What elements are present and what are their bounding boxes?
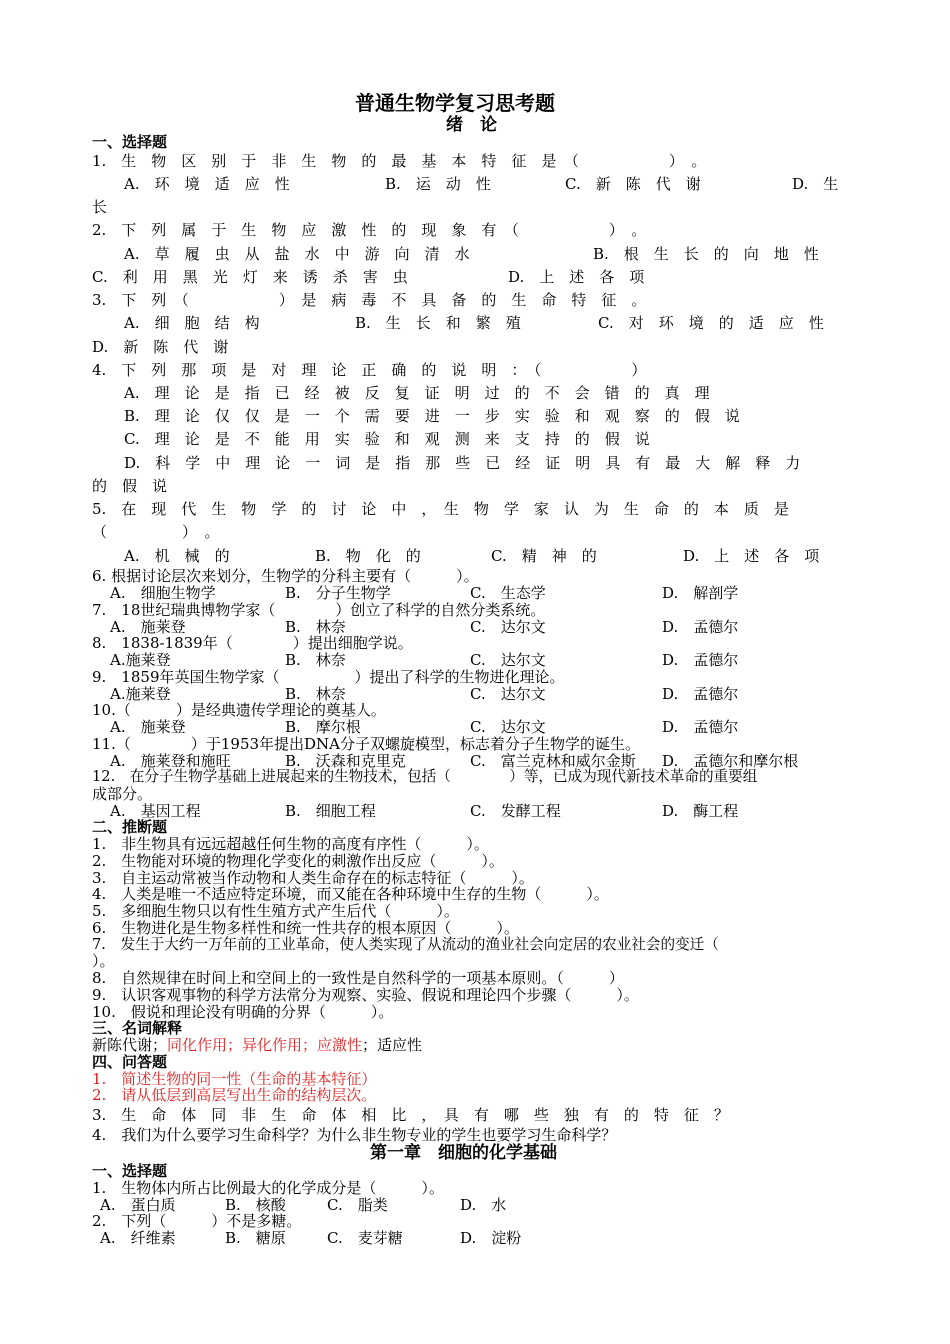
tf-item: 5. 多细胞生物只以有性生殖方式产生后代（ ）。 [92, 902, 459, 920]
mc-q3-option-d: D. 新 陈 代 谢 [92, 338, 229, 356]
tf-item-wrap: ）。 [92, 952, 115, 970]
mc-q12-option-b: B. 细胞工程 [285, 802, 376, 820]
mc-q2-option-d: D. 上 述 各 项 [508, 268, 645, 286]
qa-question-3: 3. 生 命 体 同 非 生 命 体 相 比 ， 具 有 哪 些 独 有 的 特 征 ？ [92, 1106, 729, 1124]
mc-q8-option-d: D. 孟德尔 [662, 651, 739, 669]
qa-question-2: 2. 请从低层到高层写出生命的结构层次。 [92, 1086, 377, 1104]
section-judge-heading: 二、推断题 [92, 818, 168, 836]
ch1-q2-option-d: D. 淀粉 [460, 1229, 522, 1247]
mc-q6-option-b: B. 分子生物学 [285, 584, 391, 602]
term-irritability: 应激性 [317, 1036, 363, 1054]
tf-item: 6. 生物进化是生物多样性和统一性共存的根本原因（ ）。 [92, 919, 519, 937]
mc-q12-option-d: D. 酶工程 [662, 802, 739, 820]
terms-line [92, 1037, 422, 1054]
ch1-question-2: 2. 下列（ ）不是多糖。 [92, 1212, 302, 1230]
mc-q4-option-d: D. 科 学 中 理 论 一 词 是 指 那 些 已 经 证 明 具 有 最 大 解 释 力 [124, 454, 801, 472]
tf-item: 10. 假说和理论没有明确的分界（ ）。 [92, 1003, 394, 1021]
tf-item: 9. 认识客观事物的科学方法常分为观察、实验、假说和理论四个步骤（ ）。 [92, 986, 639, 1004]
mc-q10-option-b: B. 摩尔根 [285, 718, 361, 736]
mc-q1-option-c: C. 新 陈 代 谢 [565, 175, 701, 193]
mc-question-8: 8. 1838-1839年（ ）提出细胞学说。 [92, 634, 413, 652]
mc-q7-option-d: D. 孟德尔 [662, 618, 739, 636]
section-choice-heading: 一、选择题 [92, 133, 168, 151]
ch1-q2-option-b: B. 糖原 [225, 1229, 286, 1247]
mc-q10-option-c: C. 达尔文 [470, 718, 546, 736]
mc-q6-option-a: A. 细胞生物学 [110, 584, 216, 602]
mc-q4-option-a: A. 理 论 是 指 已 经 被 反 复 证 明 过 的 不 会 错 的 真 理 [124, 384, 710, 402]
mc-q8-option-b: B. 林奈 [285, 651, 346, 669]
tf-item: 4. 人类是唯一不适应特定环境，而又能在各种环境中生存的生物（ ）。 [92, 885, 609, 903]
term-adaptability: ；适应性 [362, 1036, 423, 1054]
mc-q1-option-b: B. 运 动 性 [385, 175, 491, 193]
mc-q9-option-c: C. 达尔文 [470, 685, 546, 703]
mc-q3-option-b: B. 生 长 和 繁 殖 [355, 314, 521, 332]
tf-item: 2. 生物能对环境的物理化学变化的刺激作出反应（ ）。 [92, 852, 504, 870]
mc-q7-option-a: A. 施莱登 [110, 618, 186, 636]
mc-q1-option-d: D. 生 [792, 175, 839, 193]
mc-q12-option-a: A. 基因工程 [110, 802, 201, 820]
mc-q2-option-c: C. 利 用 黑 光 灯 来 诱 杀 害 虫 [92, 268, 408, 286]
mc-q12-option-c: C. 发酵工程 [470, 802, 561, 820]
ch1-q1-option-c: C. 脂类 [327, 1196, 388, 1214]
chapter-1-choice-heading: 一、选择题 [92, 1162, 168, 1180]
tf-item: 7. 发生于大约一万年前的工业革命，使人类实现了从流动的渔业社会向定居的农业社会的变迁（ [92, 936, 719, 953]
mc-q2-option-b: B. 根 生 长 的 向 地 性 [593, 245, 819, 263]
mc-q3-option-c: C. 对 环 境 的 适 应 性 [598, 314, 824, 332]
ch1-question-1: 1. 生物体内所占比例最大的化学成分是（ ）。 [92, 1179, 444, 1197]
mc-q7-option-b: B. 林奈 [285, 618, 346, 636]
ch1-q2-option-a: A. 纤维素 [100, 1229, 176, 1247]
mc-q2-option-a: A. 草 履 虫 从 盐 水 中 游 向 清 水 [124, 245, 470, 263]
mc-q4-wrap: 的 假 说 [92, 477, 168, 495]
mc-question-11: 11.（ ）于1953年提出DNA分子双螺旋模型，标志着分子生物学的诞生。 [92, 735, 641, 753]
ch1-q1-option-a: A. 蛋白质 [100, 1196, 176, 1214]
tf-item: 8. 自然规律在时间上和空间上的一致性是自然科学的一项基本原则。（ ） [92, 969, 624, 987]
section-terms-heading: 三、名词解释 [92, 1019, 183, 1037]
mc-q7-option-c: C. 达尔文 [470, 618, 546, 636]
mc-q11-option-d: D. 孟德尔和摩尔根 [662, 752, 799, 770]
mc-q6-option-d: D. 解剖学 [662, 584, 739, 602]
mc-q11-option-b: B. 沃森和克里克 [285, 752, 406, 770]
mc-q1-wrap: 长 [92, 198, 108, 216]
ch1-q1-option-d: D. 水 [460, 1196, 507, 1214]
mc-q5-option-c: C. 精 神 的 [491, 547, 597, 565]
qa-question-4: 4. 我们为什么要学习生命科学？为什么非生物专业的学生也要学习生命科学？ [92, 1126, 617, 1144]
mc-q6-option-c: C. 生态学 [470, 584, 546, 602]
mc-question-5: 5. 在 现 代 生 物 学 的 讨 论 中 ， 生 物 学 家 认 为 生 命 的 本 质 是 [92, 500, 789, 518]
mc-q1-option-a: A. 环 境 适 应 性 [124, 175, 290, 193]
mc-q5-option-a: A. 机 械 的 [124, 547, 230, 565]
mc-question-10: 10.（ ）是经典遗传学理论的奠基人。 [92, 701, 386, 719]
mc-q10-option-a: A. 施莱登 [110, 718, 186, 736]
mc-q3-option-a: A. 细 胞 结 构 [124, 314, 260, 332]
term-assimilation: 同化作用；异化作用； [167, 1036, 318, 1054]
tf-item: 3. 自主运动常被当作动物和人类生命存在的标志特征（ ）。 [92, 869, 534, 887]
mc-question-1: 1. 生 物 区 别 于 非 生 物 的 最 基 本 特 征 是 （ ） 。 [92, 152, 707, 170]
mc-q4-option-b: B. 理 论 仅 仅 是 一 个 需 要 进 一 步 实 验 和 观 察 的 假 说 [124, 407, 740, 425]
term-metabolism: 新陈代谢； [92, 1036, 168, 1054]
mc-q5-wrap: （ ） 。 [92, 523, 220, 541]
mc-q5-option-d: D. 上 述 各 项 [683, 547, 820, 565]
mc-q9-option-a: A.施莱登 [110, 685, 171, 703]
mc-q12-wrap: 成部分。 [92, 785, 153, 803]
mc-question-7: 7. 18世纪瑞典博物学家（ ）创立了科学的自然分类系统。 [92, 601, 546, 619]
chapter-1-title: 第一章 细胞的化学基础 [370, 1143, 557, 1163]
mc-q10-option-d: D. 孟德尔 [662, 718, 739, 736]
section-qa-heading: 四、问答题 [92, 1053, 168, 1071]
mc-q8-option-a: A.施莱登 [110, 651, 171, 669]
mc-q11-option-a: A. 施莱登和施旺 [110, 752, 231, 770]
mc-q9-option-b: B. 林奈 [285, 685, 346, 703]
mc-q8-option-c: C. 达尔文 [470, 651, 546, 669]
ch1-q2-option-c: C. 麦芽糖 [327, 1229, 403, 1247]
mc-question-9: 9. 1859年英国生物学家（ ）提出了科学的生物进化理论。 [92, 668, 565, 686]
page-title: 普通生物学复习思考题 [355, 91, 555, 115]
mc-q11-option-c: C. 富兰克林和威尔金斯 [470, 752, 636, 770]
mc-q4-option-c: C. 理 论 是 不 能 用 实 验 和 观 测 来 支 持 的 假 说 [124, 430, 650, 448]
tf-item: 1. 非生物具有远远超越任何生物的高度有序性（ ）。 [92, 835, 489, 853]
mc-q5-option-b: B. 物 化 的 [315, 547, 421, 565]
qa-question-1: 1. 简述生物的同一性（生命的基本特征） [92, 1070, 377, 1088]
mc-question-3: 3. 下 列 （ ） 是 病 毒 不 具 备 的 生 命 特 征 。 [92, 291, 647, 309]
ch1-q1-option-b: B. 核酸 [225, 1196, 286, 1214]
mc-question-2: 2. 下 列 属 于 生 物 应 激 性 的 现 象 有 （ ） 。 [92, 221, 647, 239]
intro-heading: 绪 论 [446, 115, 497, 135]
mc-question-12: 12. 在分子生物学基础上进展起来的生物技术，包括（ ）等，已成为现代新技术革命的重要组 [92, 768, 758, 785]
mc-q9-option-d: D. 孟德尔 [662, 685, 739, 703]
mc-question-4: 4. 下 列 那 项 是 对 理 论 正 确 的 说 明 ： （ ） [92, 361, 647, 379]
mc-question-6: 6. 根据讨论层次来划分，生物学的分科主要有（ ）。 [92, 567, 479, 585]
